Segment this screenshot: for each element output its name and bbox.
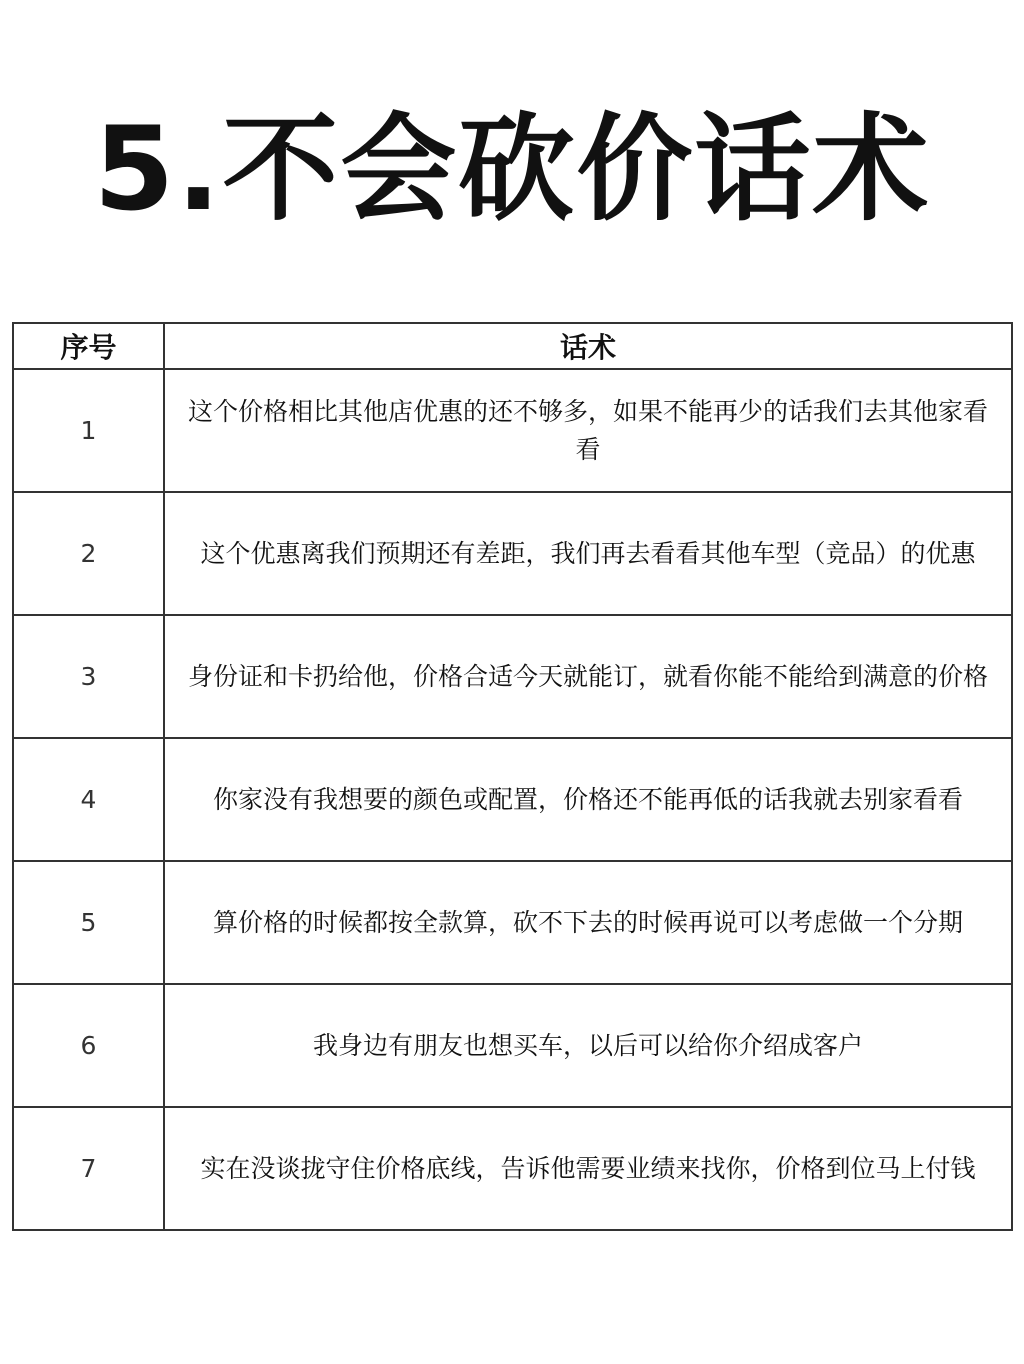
table-row: [13, 1107, 1012, 1230]
header-script: 话术: [164, 323, 1012, 369]
row-script: 这个价格相比其他店优惠的还不够多，如果不能再少的话我们去其他家看看: [164, 369, 1012, 492]
row-index: 5: [13, 861, 164, 984]
row-script: 实在没谈拢守住价格底线，告诉他需要业绩来找你，价格到位马上付钱: [164, 1107, 1012, 1230]
table-row: [13, 738, 1012, 861]
header-index: 序号: [13, 323, 164, 369]
page-title: 5.不会砍价话术: [93, 102, 931, 237]
row-script: 身份证和卡扔给他，价格合适今天就能订，就看你能不能给到满意的价格: [164, 615, 1012, 738]
table-row: [13, 492, 1012, 615]
table-row: [13, 984, 1012, 1107]
row-index: 6: [13, 984, 164, 1107]
table-row: [13, 615, 1012, 738]
row-index: 4: [13, 738, 164, 861]
table-row: [13, 369, 1012, 492]
row-index: 2: [13, 492, 164, 615]
script-table: [12, 322, 1013, 1231]
row-index: 3: [13, 615, 164, 738]
row-index: 1: [13, 369, 164, 492]
row-index: 7: [13, 1107, 164, 1230]
row-script: 算价格的时候都按全款算，砍不下去的时候再说可以考虑做一个分期: [164, 861, 1012, 984]
row-script: 我身边有朋友也想买车，以后可以给你介绍成客户: [164, 984, 1012, 1107]
row-script: 你家没有我想要的颜色或配置，价格还不能再低的话我就去别家看看: [164, 738, 1012, 861]
table-header-row: [13, 323, 1012, 369]
table-row: [13, 861, 1012, 984]
row-script: 这个优惠离我们预期还有差距，我们再去看看其他车型（竞品）的优惠: [164, 492, 1012, 615]
